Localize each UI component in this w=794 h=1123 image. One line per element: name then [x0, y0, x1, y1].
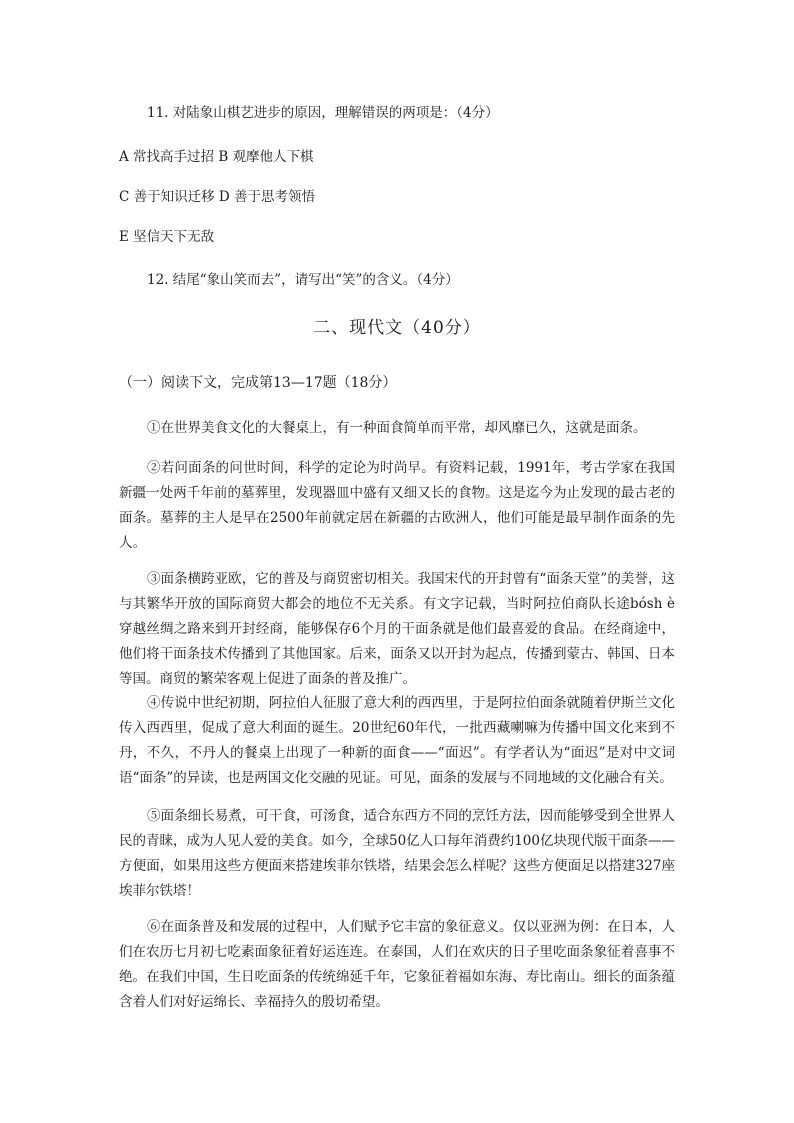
passage-paragraph-1: ①在世界美食文化的大餐桌上，有一种面食简单而平常，却风靡已久，这就是面条。	[147, 420, 647, 436]
section-title: 二、现代文（40分）	[313, 318, 481, 338]
passage-paragraph-5: ⑤面条细长易煮，可干食，可汤食，适合东西方不同的烹饪方法，因而能够受到全世界人民的青睐，成为人见人爱的美食。如今，全球50亿人口每年消费约100亿块现代版干面条——方便面，如果用这些方便面来搭建埃菲尔铁塔，结果会怎么样呢？这些方便面足以搭建327座埃菲尔铁塔！	[119, 808, 675, 899]
question-11-options-a-b: A 常找高手过招 B 观摩他人下棋	[119, 149, 314, 165]
passage-paragraph-2: ②若问面条的问世时间，科学的定论为时尚早。有资料记载，1991年，考古学家在我国新疆一处两千年前的墓葬里，发现器皿中盛有又细又长的食物。这是迄今为止发现的最古老的面条。墓葬的主人是早在2500年前就定居在新疆的古欧洲人，他们可能是最早制作面条的先人。	[119, 460, 675, 551]
question-12: 12. 结尾“象山笑而去”，请写出“笑”的含义。（4分）	[147, 272, 459, 288]
question-11-options-c-d: C 善于知识迁移 D 善于思考领悟	[119, 189, 316, 205]
passage-paragraph-4: ④传说中世纪初期，阿拉伯人征服了意大利的西西里，于是阿拉伯面条就随着伊斯兰文化传入西西里，促成了意大利面的诞生。20世纪60年代，一批西藏喇嘛为传播中国文化来到不丹，不久，不丹人的餐桌上出现了一种新的面食——“面迟”。有学者认为“面迟”是对中文词语“面条”的异读，也是两国文化交融的见证。可见，面条的发展与不同地域的文化融合有关。	[119, 695, 675, 786]
passage-paragraph-3: ③面条横跨亚欧，它的普及与商贸密切相关。我国宋代的开封曾有“面条天堂”的美誉，这与其繁华开放的国际商贸大都会的地位不无关系。有文字记载，当时阿拉伯商队长途bósh è 穿越丝绸之路来到开封经商，能够保存6个月的干面条就是他们最喜爱的食品。在经商途中，他们将干面条技术传播到了其他国家。后来，面条又以开封为起点，传播到蒙古、韩国、日本等国。商贸的繁荣客观上促进了面条的普及推广。	[119, 571, 675, 687]
reading-subtitle: （一）阅读下文，完成第13—17题（18分）	[119, 375, 397, 391]
passage-paragraph-6: ⑥在面条普及和发展的过程中，人们赋予它丰富的象征意义。仅以亚洲为例：在日本，人们在农历七月初七吃素面象征着好运连连。在泰国，人们在欢庆的日子里吃面条象征着喜事不绝。在我们中国，生日吃面条的传统绵延千年，它象征着福如东海、寿比南山。细长的面条蕴含着人们对好运绵长、幸福持久的殷切希望。	[119, 919, 675, 1010]
question-11-option-e: E 坚信天下无敌	[119, 229, 215, 245]
question-11: 11. 对陆象山棋艺进步的原因，理解错误的两项是：（4分）	[147, 105, 499, 121]
